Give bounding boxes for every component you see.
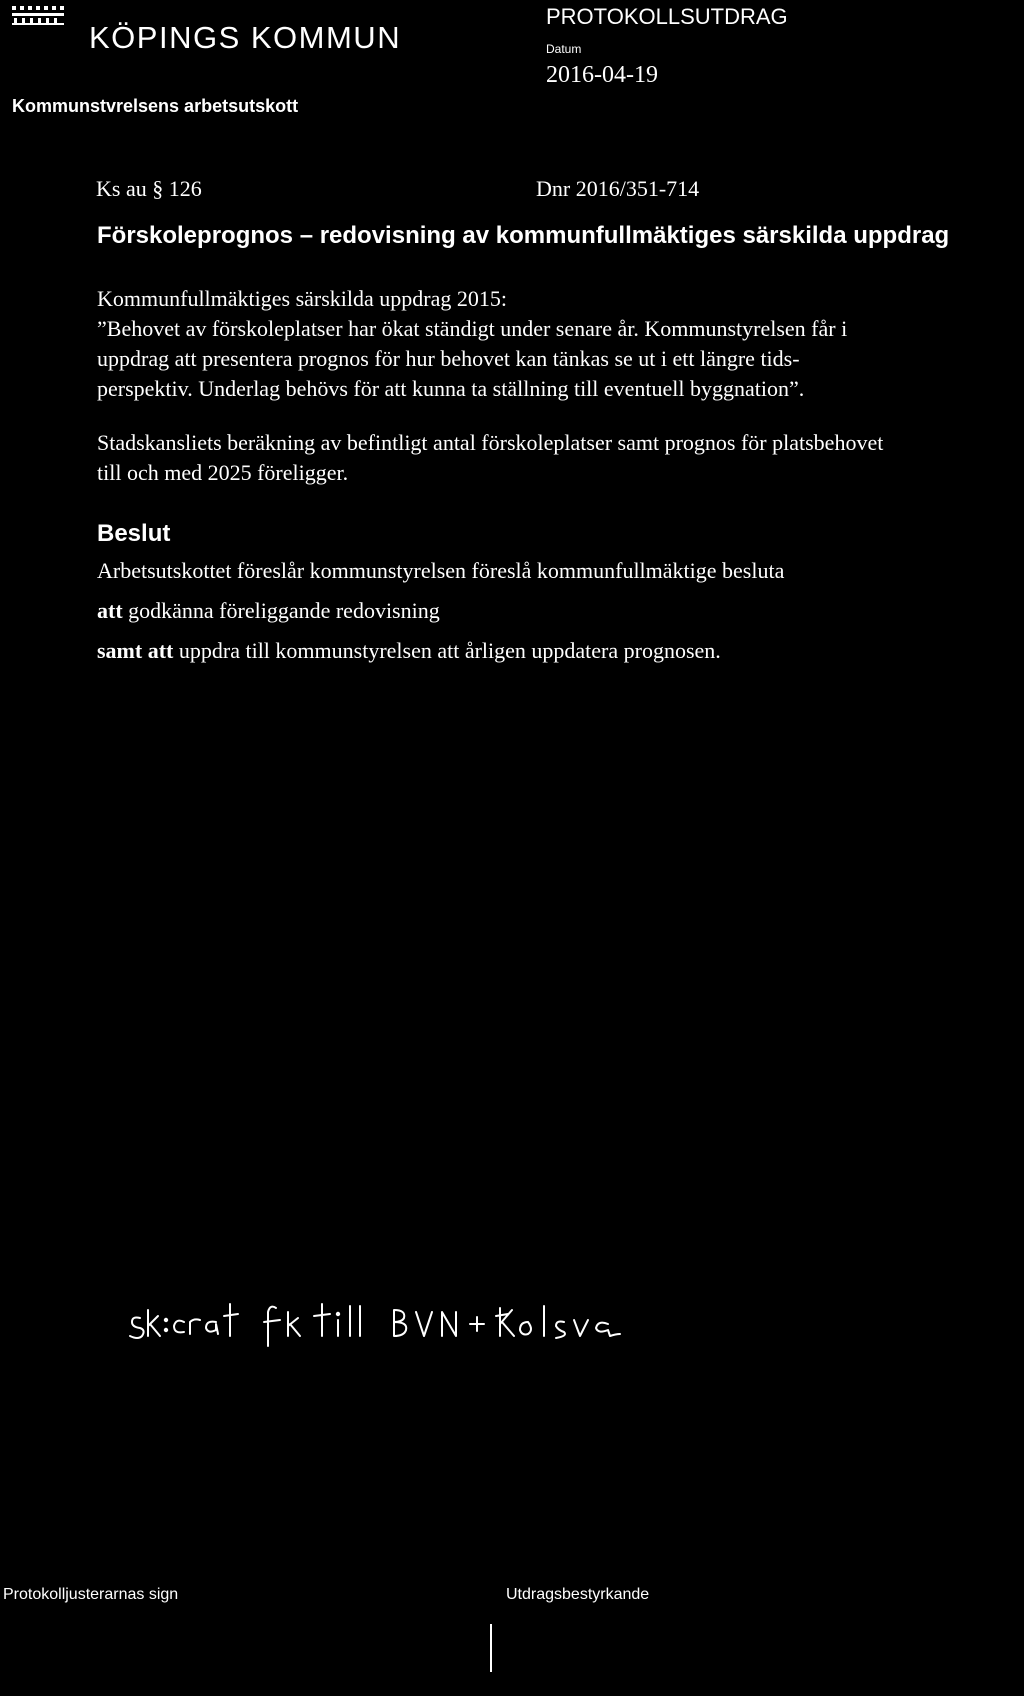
decision-keyword: samt att	[97, 638, 174, 663]
calculation-line: Stadskansliets beräkning av befintligt antal förskoleplatser samt prognos för platsbehovet	[97, 430, 884, 455]
handwritten-note	[126, 1290, 846, 1350]
document-type: PROTOKOLLSUTDRAG	[546, 4, 788, 29]
quote-line: uppdrag att presentera prognos för hur behovet kan tänkas se ut i ett längre tids-	[97, 346, 800, 371]
board-name: Kommunstvrelsens arbetsutskott	[12, 96, 299, 116]
certification-label: Utdragsbestyrkande	[506, 1586, 650, 1603]
municipality-name: KÖPINGS KOMMUN	[89, 20, 402, 55]
page-title: Förskoleprognos – redovisning av kommunfullmäktiges särskilda uppdrag	[97, 222, 950, 249]
decision-clause-att	[97, 596, 440, 626]
diary-number: Dnr 2016/351-714	[536, 176, 700, 201]
calculation-line: till och med 2025 föreligger.	[97, 460, 349, 485]
date-label: Datum	[546, 42, 582, 56]
quote-line: perspektiv. Underlag behövs för att kunna ta ställning till eventuell byggnation”.	[97, 376, 805, 401]
signature-line	[490, 1624, 492, 1672]
assignment-label: Kommunfullmäktiges särskilda uppdrag 2015:	[97, 286, 507, 311]
decision-clause-samt	[97, 636, 721, 666]
paragraph-reference: Ks au § 126	[96, 176, 202, 201]
decision-clause-text: uppdra till kommunstyrelsen att årligen uppdatera prognosen.	[178, 638, 721, 663]
date-value: 2016-04-19	[546, 62, 658, 88]
municipal-crest-icon	[10, 4, 68, 26]
decision-intro: Arbetsutskottet föreslår kommunstyrelsen föreslå kommunfullmäktige besluta	[97, 558, 785, 583]
adjusters-sign-label: Protokolljusterarnas sign	[3, 1586, 179, 1603]
quote-line: ”Behovet av förskoleplatser har ökat ständigt under senare år. Kommunstyrelsen får i	[97, 316, 848, 341]
decision-keyword: att	[97, 598, 123, 623]
decision-clause-text: godkänna föreliggande redovisning	[128, 598, 440, 623]
decision-heading: Beslut	[97, 520, 171, 547]
